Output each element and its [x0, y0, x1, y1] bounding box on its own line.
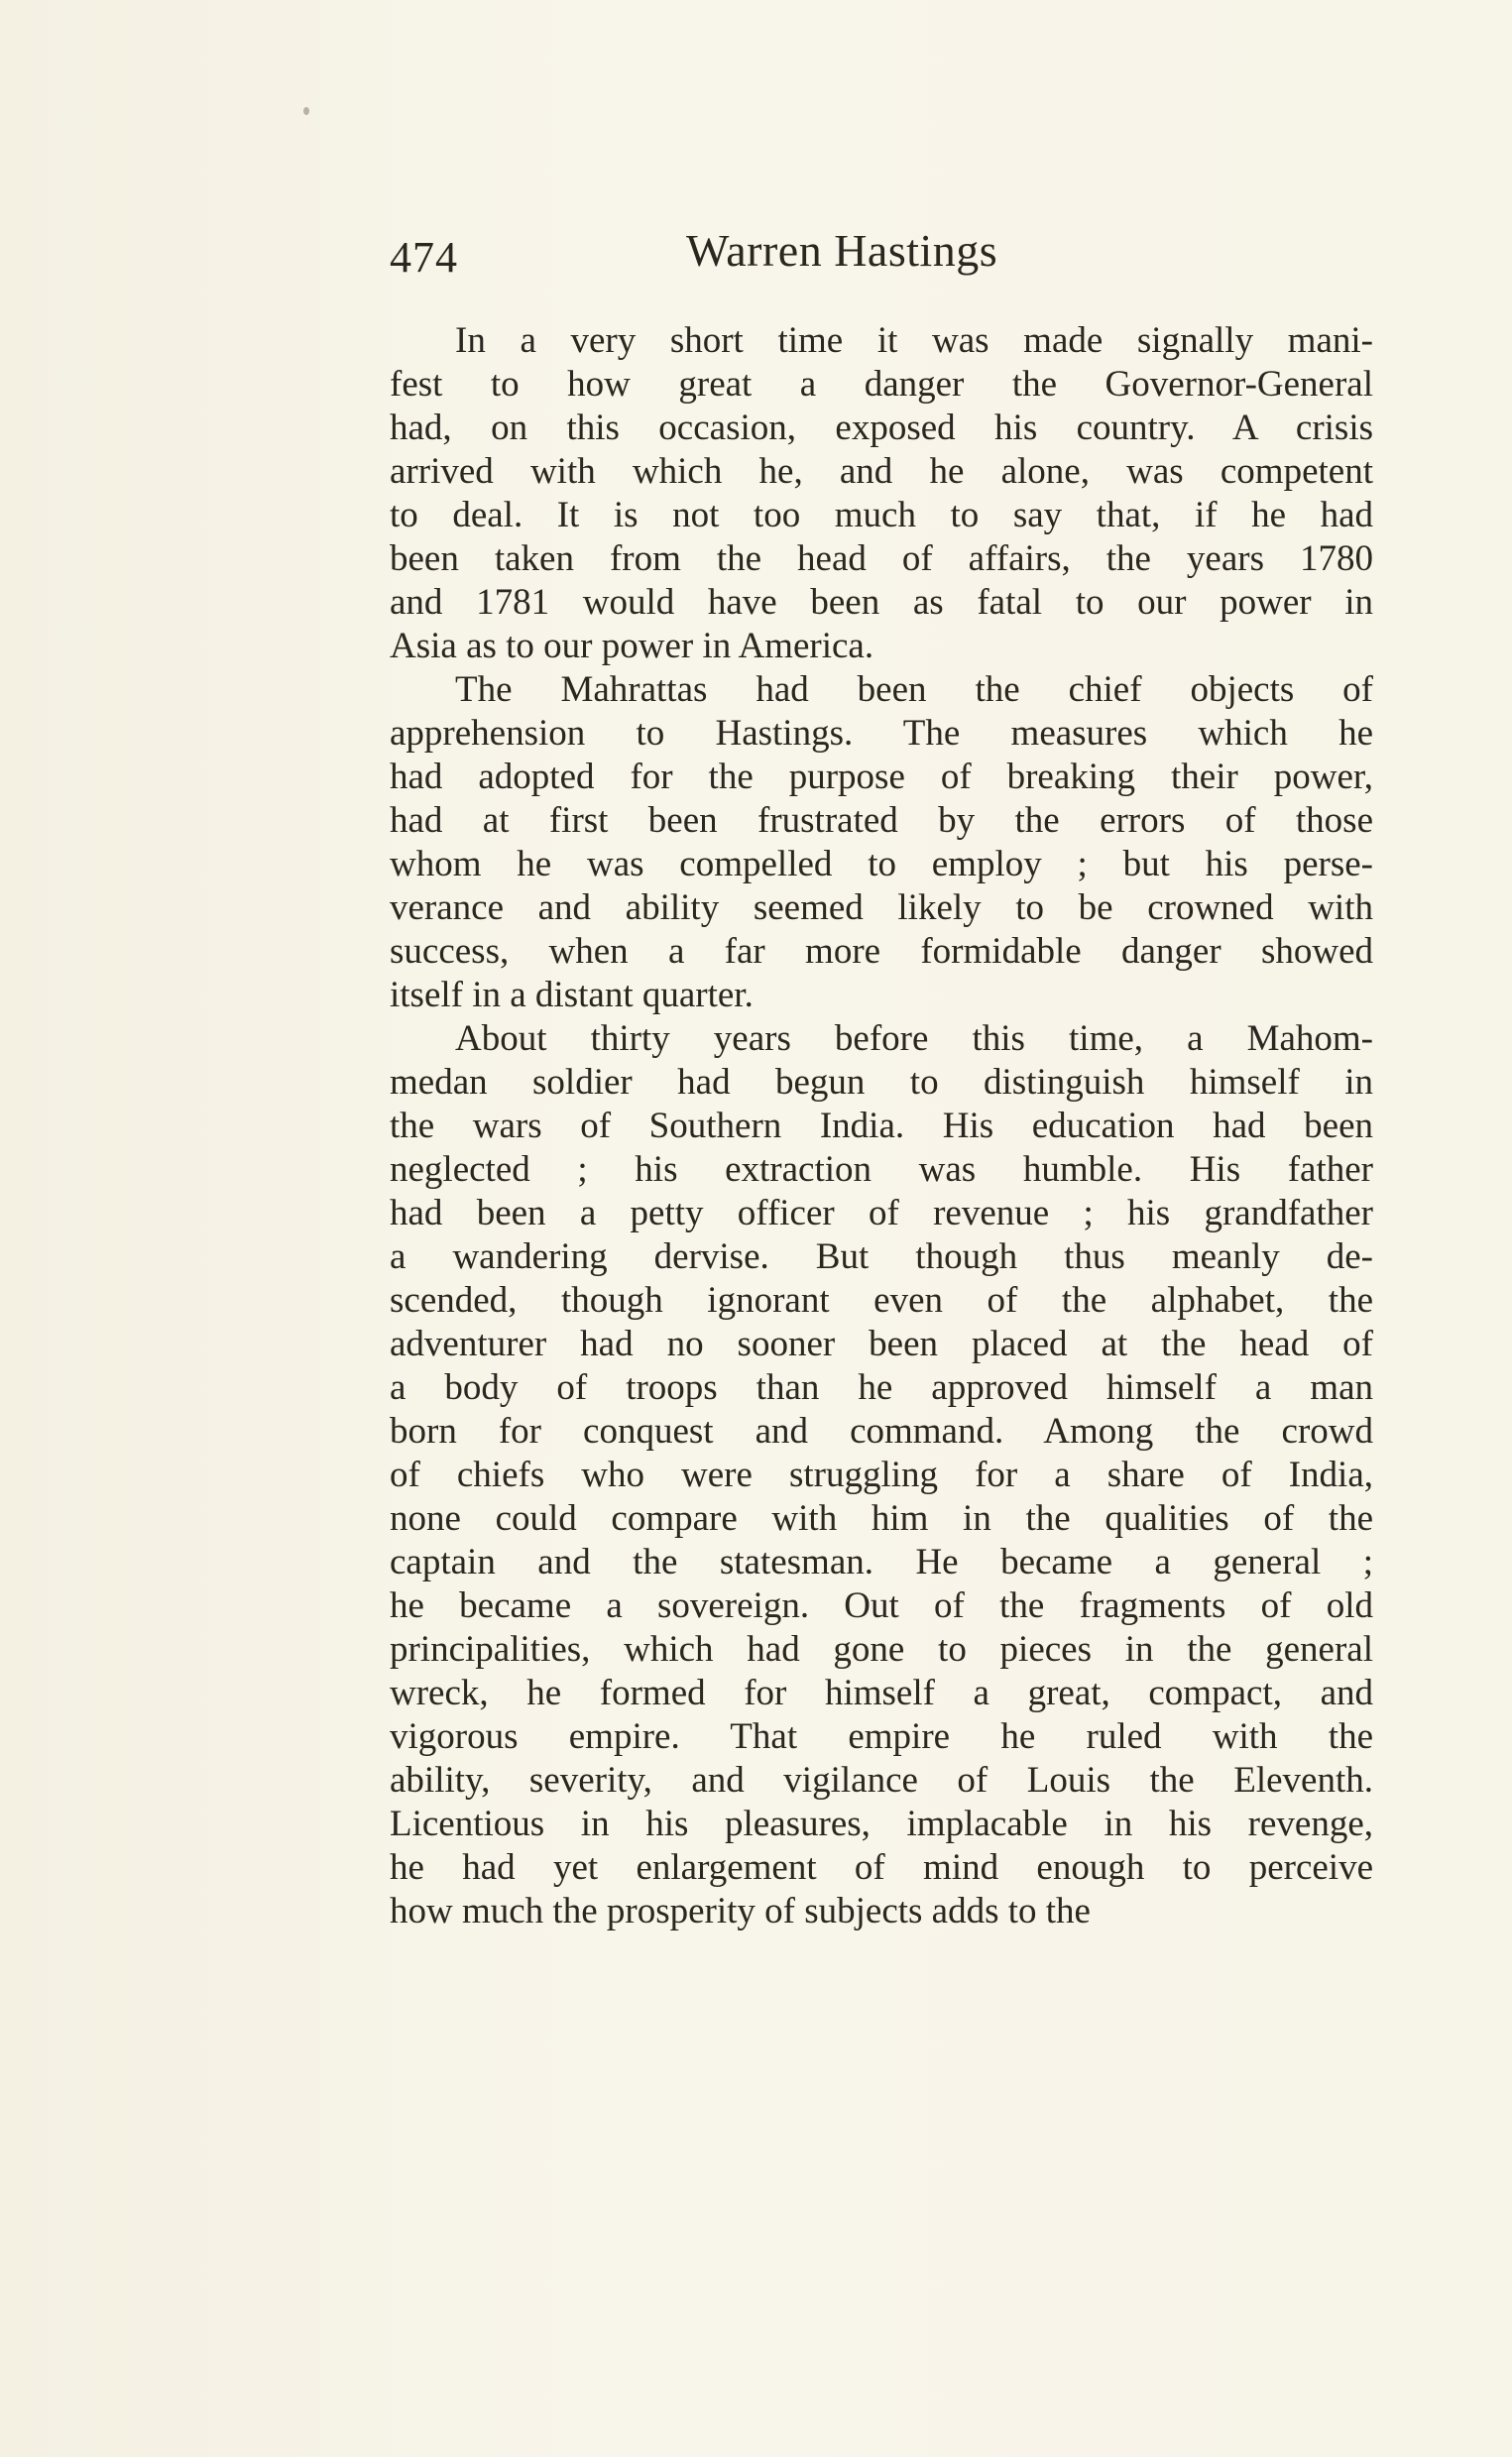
text-line: In a very short time it was made signally mani- [455, 320, 1373, 361]
text-line: been taken from the head of affairs, the years 1780 [390, 538, 1373, 579]
text-line: the wars of Southern India. His education had been [390, 1106, 1373, 1146]
text-line: had at first been frustrated by the errors of those [390, 800, 1373, 841]
text-line: a wandering dervise. But though thus meanly de- [390, 1236, 1373, 1277]
paragraph [390, 1017, 1373, 1933]
text-line: apprehension to Hastings. The measures which he [390, 713, 1373, 754]
text-line: Licentious in his pleasures, implacable in his revenge, [390, 1804, 1373, 1844]
text-line: he had yet enlargement of mind enough to perceive [390, 1847, 1373, 1888]
body-text [390, 319, 1373, 1933]
text-line: medan soldier had begun to distinguish himself in [390, 1062, 1373, 1103]
text-line: adventurer had no sooner been placed at the head of [390, 1324, 1373, 1364]
text-line: born for conquest and command. Among the crowd [390, 1411, 1373, 1452]
text-line: The Mahrattas had been the chief objects of [455, 669, 1373, 710]
text-line: to deal. It is not too much to say that, if he had [390, 495, 1373, 535]
text-line: none could compare with him in the qualities of the [390, 1498, 1373, 1539]
text-line: he became a sovereign. Out of the fragments of old [390, 1585, 1373, 1626]
text-line: scended, though ignorant even of the alphabet, the [390, 1280, 1373, 1321]
page-header [390, 225, 1373, 292]
text-line: had adopted for the purpose of breaking their power, [390, 757, 1373, 797]
text-line: had, on this occasion, exposed his country. A crisis [390, 408, 1373, 448]
text-line: and 1781 would have been as fatal to our power in [390, 582, 1373, 623]
text-line: verance and ability seemed likely to be crowned with [390, 887, 1373, 928]
text-line: of chiefs who were struggling for a share of India, [390, 1455, 1373, 1495]
text-line: wreck, he formed for himself a great, compact, and [390, 1673, 1373, 1713]
text-line: arrived with which he, and he alone, was competent [390, 451, 1373, 492]
page-number: 474 [390, 233, 458, 282]
paragraph [390, 668, 1373, 1017]
text-line: vigorous empire. That empire he ruled with the [390, 1716, 1373, 1757]
text-line: whom he was compelled to employ ; but his perse- [390, 844, 1373, 884]
text-line: fest to how great a danger the Governor-General [390, 364, 1373, 405]
running-title: Warren Hastings [686, 225, 998, 276]
text-line: ability, severity, and vigilance of Louis the Eleventh. [390, 1760, 1373, 1801]
text-line: had been a petty officer of revenue ; his grandfather [390, 1193, 1373, 1233]
text-line: principalities, which had gone to pieces in the general [390, 1629, 1373, 1670]
text-line: captain and the statesman. He became a general ; [390, 1542, 1373, 1582]
paper-speck [303, 107, 309, 115]
text-line: how much the prosperity of subjects adds to the [390, 1891, 1091, 1931]
text-line: itself in a distant quarter. [390, 975, 754, 1015]
paragraph [390, 319, 1373, 668]
text-line: Asia as to our power in America. [390, 626, 874, 666]
text-line: About thirty years before this time, a Mahom- [455, 1018, 1373, 1059]
text-line: success, when a far more formidable danger showed [390, 931, 1373, 972]
text-line: neglected ; his extraction was humble. His father [390, 1149, 1373, 1190]
text-line: a body of troops than he approved himself a man [390, 1367, 1373, 1408]
